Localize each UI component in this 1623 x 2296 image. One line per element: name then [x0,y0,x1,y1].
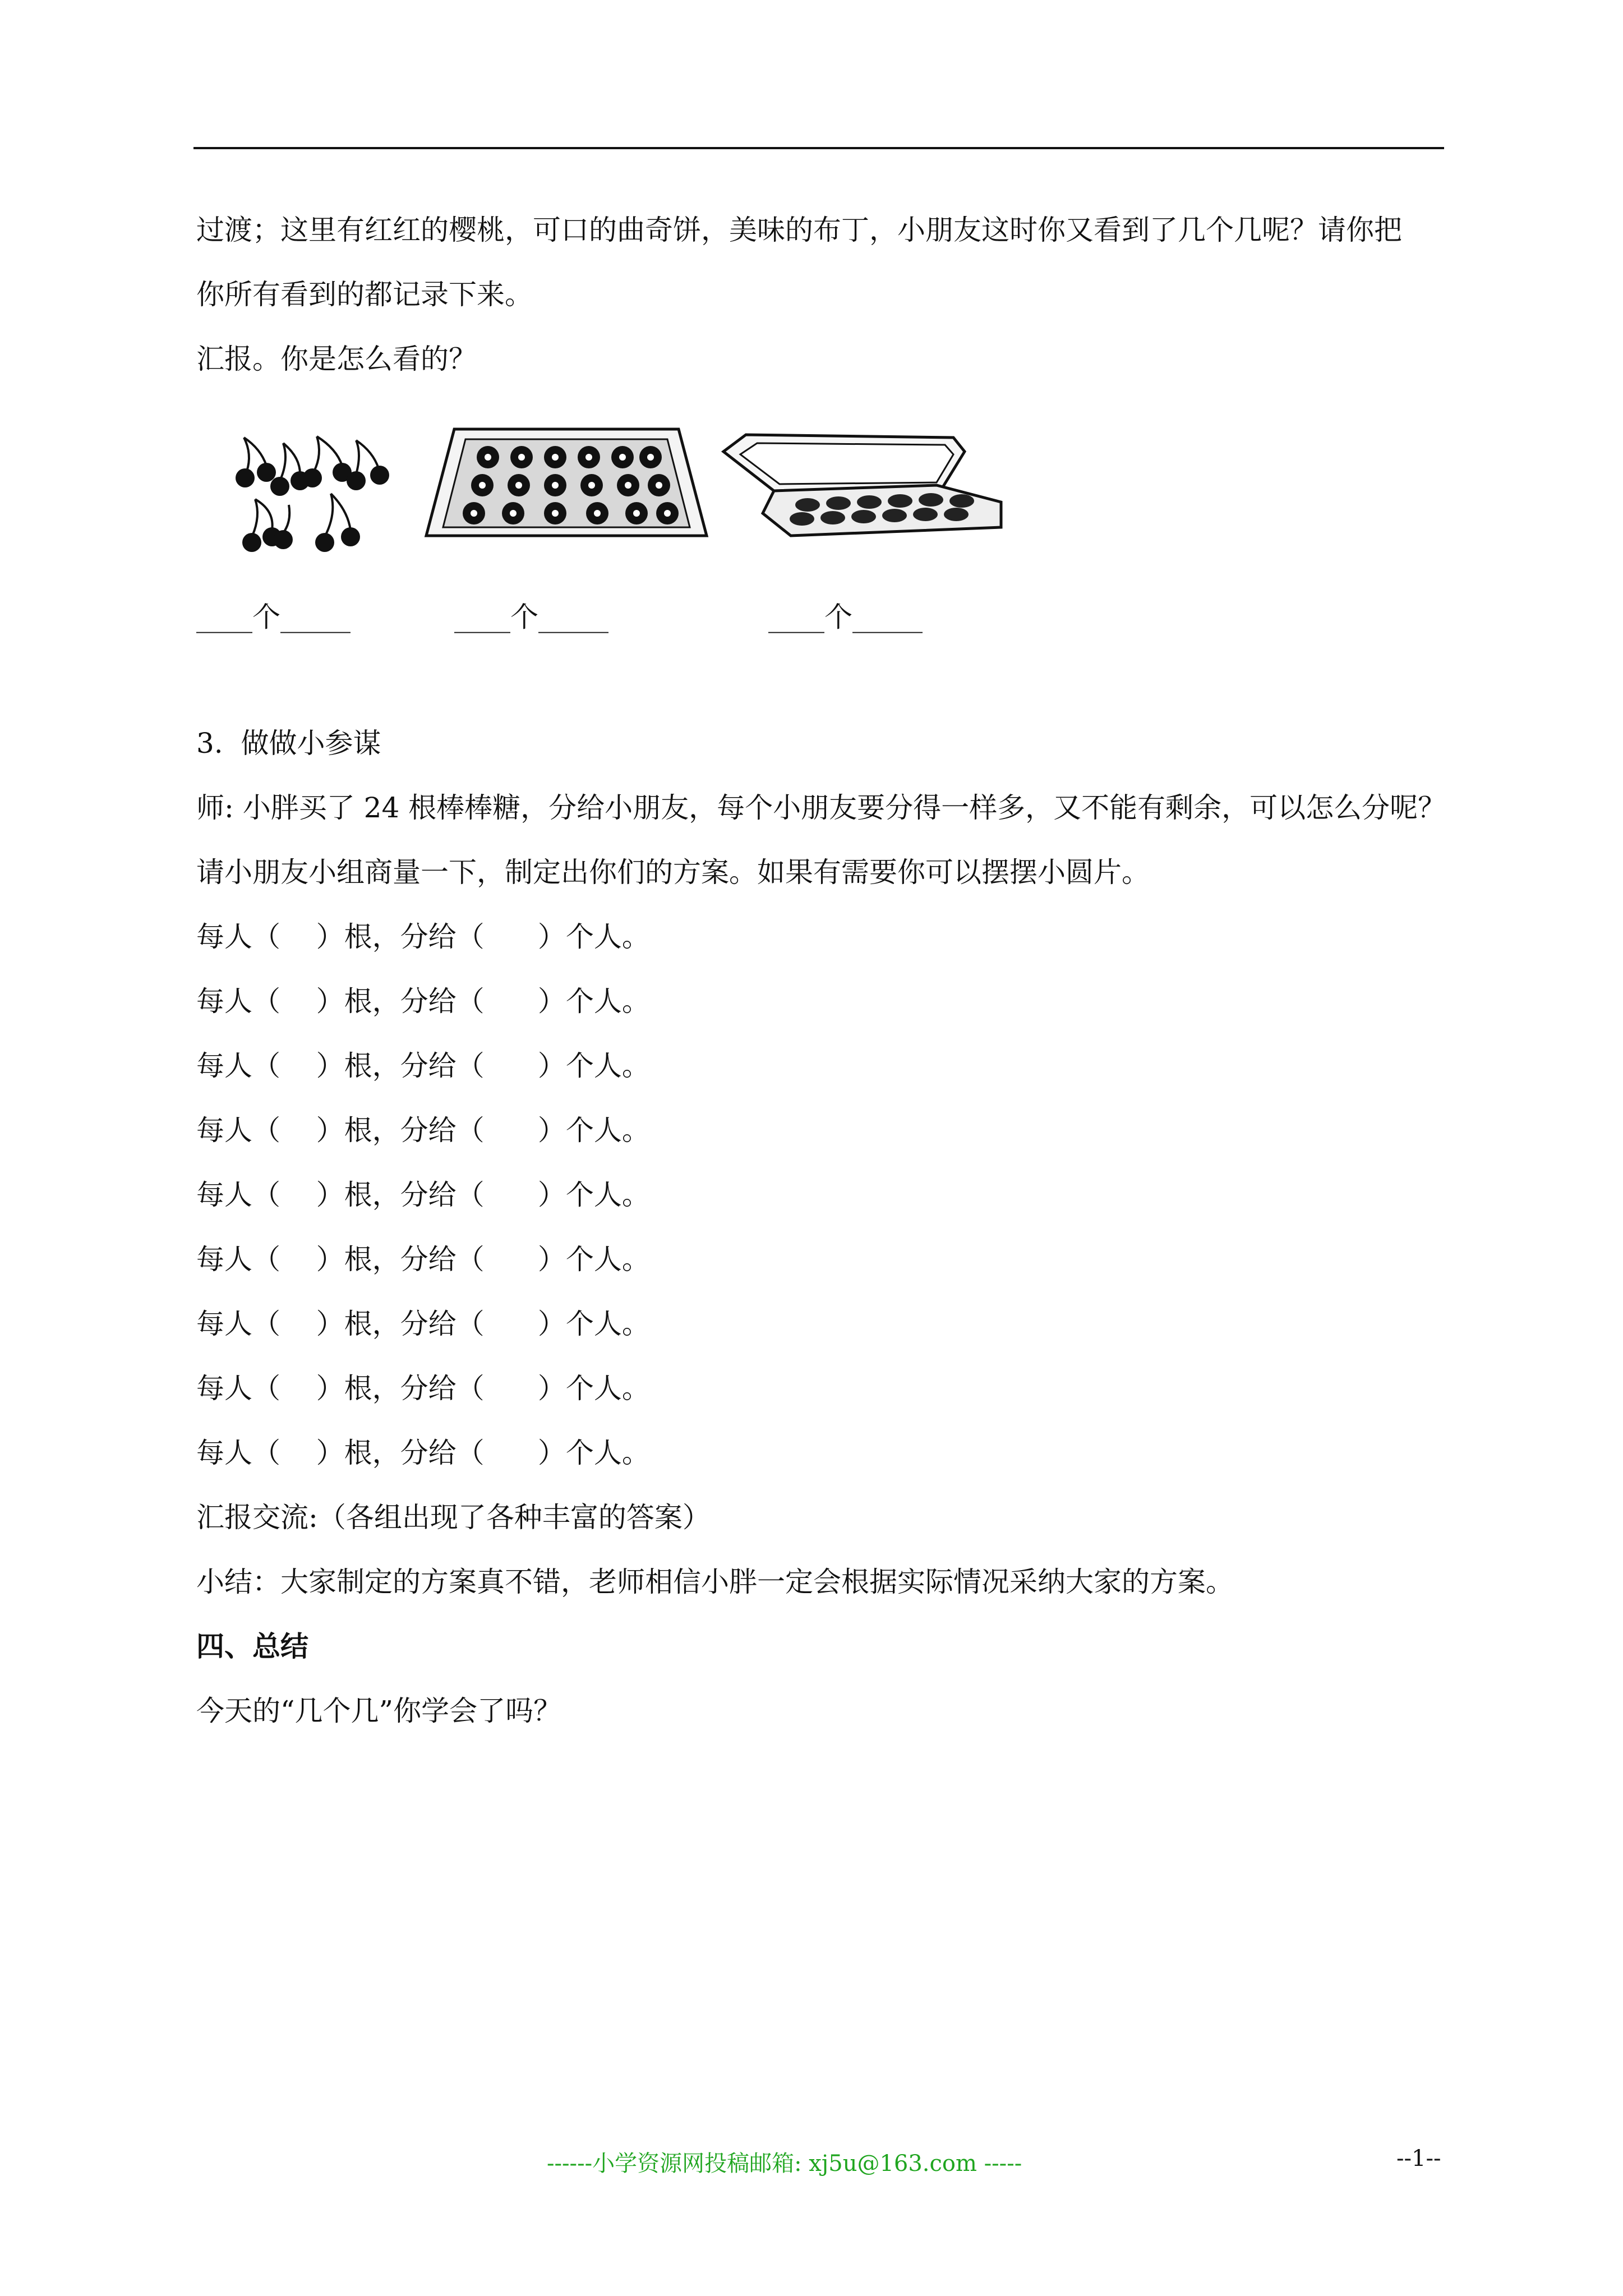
page-number: --1-- [1396,2146,1441,2171]
distribution-row: 每人（ ）根，分给（ ）个人。 [196,1437,650,1469]
cookie-tray-icon [421,424,712,544]
distribution-row: 每人（ ）根，分给（ ）个人。 [196,1179,650,1211]
section4-title: 四、总结 [196,1630,308,1663]
section3-title: 3. 做做小参谋 [196,727,381,760]
pudding-box-icon [718,429,1009,541]
transition-line-1: 过渡；这里有红红的樱桃，可口的曲奇饼，美味的布丁，小朋友这时你又看到了几个几呢？请你把 [196,214,1402,246]
distribution-row: 每人（ ）根，分给（ ）个人。 [196,1372,650,1405]
header-rule [193,147,1444,149]
fill-blank-pudding: ____个_____ [768,601,923,633]
report-question: 汇报。你是怎么看的？ [196,343,477,375]
section4-question: 今天的“几个几”你学会了吗？ [196,1695,562,1727]
footer-text: ------小学资源网投稿邮箱: xj5u@163.com ----- [547,2151,1022,2177]
transition-line-2: 你所有看到的都记录下来。 [196,278,533,311]
distribution-row: 每人（ ）根，分给（ ）个人。 [196,921,650,953]
cherries-icon [222,432,401,567]
distribution-row: 每人（ ）根，分给（ ）个人。 [196,1114,650,1147]
teacher-line-2: 请小朋友小组商量一下，制定出你们的方案。如果有需要你可以摆摆小圆片。 [196,856,1150,889]
distribution-row: 每人（ ）根，分给（ ）个人。 [196,1050,650,1082]
distribution-row: 每人（ ）根，分给（ ）个人。 [196,1308,650,1340]
summary-line: 小结：大家制定的方案真不错，老师相信小胖一定会根据实际情况采纳大家的方案。 [196,1566,1234,1598]
distribution-row: 每人（ ）根，分给（ ）个人。 [196,1243,650,1276]
exchange-line: 汇报交流:（各组出现了各种丰富的答案） [196,1501,711,1534]
fill-blank-cookies: ____个_____ [454,601,608,633]
teacher-line-1: 师: 小胖买了 24 根棒棒糖，分给小朋友，每个小朋友要分得一样多，又不能有剩余，可以怎么分呢？ [196,792,1446,824]
fill-blank-cherries: ____个_____ [196,601,351,633]
distribution-row: 每人（ ）根，分给（ ）个人。 [196,985,650,1018]
